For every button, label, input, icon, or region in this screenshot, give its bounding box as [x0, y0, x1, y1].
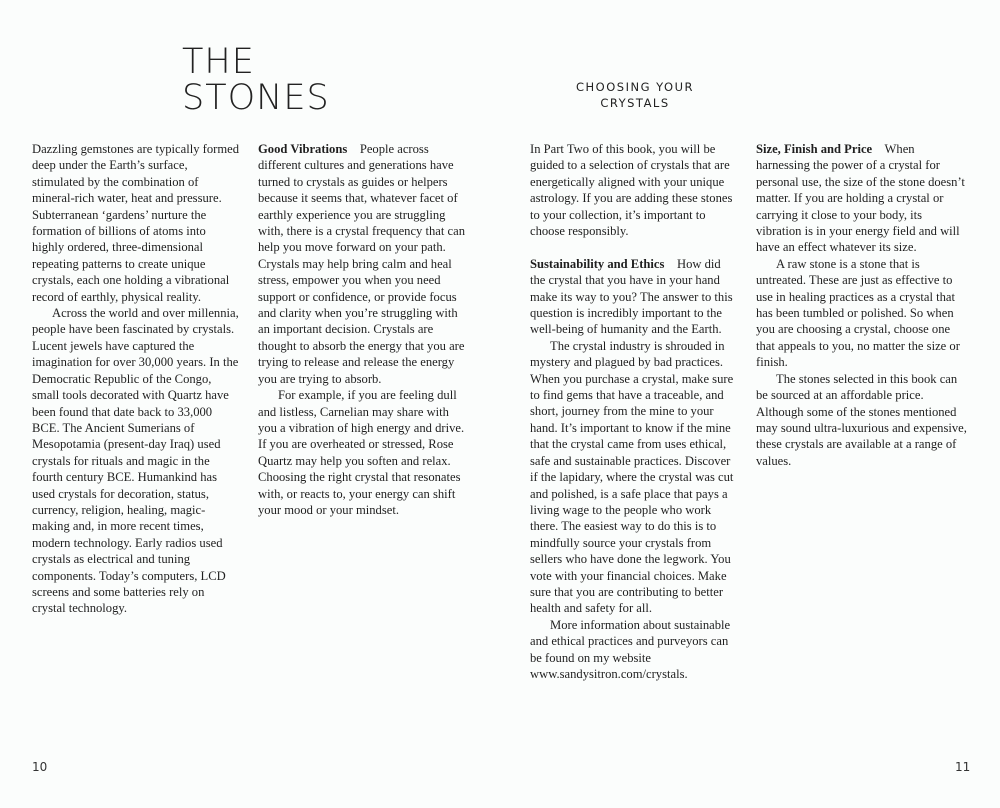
paragraph: In Part Two of this book, you will be guided to a selection of crystals that are energetically aligned with your unique astrology. If you are adding these stones to your collection, it’s important to choose responsibly.: [530, 142, 733, 239]
left-column-2: [258, 141, 468, 518]
paragraph: [530, 256, 738, 338]
heading-line-2: CRYSTALS: [600, 96, 670, 110]
paragraph: [258, 141, 468, 387]
page-number-right: 11: [955, 760, 971, 774]
paragraph-text: When harnessing the power of a crystal for personal use, the size of the stone doesn’t matter. If you are holding a crystal or carrying it close to your body, its vibration is in your energy field and will have an effect whatever its size.: [756, 142, 965, 255]
subheading-good-vibrations: Good Vibrations: [258, 142, 348, 156]
paragraph: Dazzling gemstones are typically formed deep under the Earth’s surface, stimulated by the combination of mineral-rich water, heat and pressure. Subterranean ‘gardens’ nurture the formation of billions of atoms into highly ordered, three-dimensional repeating patterns to create unique crystals, each one holding a vibrational record of earthly, physical reality.: [32, 142, 240, 304]
right-column-1: [530, 141, 738, 682]
page-number-left: 10: [32, 760, 48, 774]
page-title: [182, 44, 382, 116]
paragraph-text: People across different cultures and generations have turned to crystals as guides or helpers because it seems that, whatever facet of earthly experience you are struggling with, there is a crystal frequency that can help you move forward on your path. Crystals may help bring calm and heal stress, empower you when you need support or confidence, or provide focus and clarity when you’re struggling with an important decision. Crystals are thought to absorb the energy that you are trying to release and release the energy you are trying to absorb.: [258, 142, 466, 386]
paragraph: [756, 141, 968, 256]
title-line-2: STONES: [182, 78, 330, 118]
heading-line-1: CHOOSING YOUR: [576, 80, 694, 94]
paragraph-text: How did the crystal that you have in your hand make its way to you? The answer to this question is incredibly important to the well-being of humanity and the Earth.: [530, 256, 733, 337]
left-column-1: [32, 141, 240, 617]
paragraph: For example, if you are feeling dull and listless, Carnelian may share with you a vibration of high energy and drive. If you are overheated or stressed, Rose Quartz may help you soften and relax. Choosing the right crystal that resonates with, or reacts to, your energy can shift your mood or your mindset.: [258, 388, 465, 517]
right-column-2: [756, 141, 968, 469]
subheading-size-finish-price: Size, Finish and Price: [756, 142, 873, 156]
paragraph: A raw stone is a stone that is untreated. These are just as effective to use in healing practices as a crystal that has been tumbled or polished. So when you are choosing a crystal, choose one that appeals to you, no matter the size or finish.: [756, 256, 960, 370]
paragraph: More information about sustainable and ethical practices and purveyors can be found on my website www.sandysitron.com/crystals.: [530, 617, 731, 681]
title-line-1: THE: [182, 42, 255, 82]
paragraph: The crystal industry is shrouded in mystery and plagued by bad practices. When you purchase a crystal, make sure to find gems that have a traceable, and short, journey from the mine to your hand. It’s important to know if the mine that the crystal came from uses ethical, safe and sustainable practices. Discover if the lapidary, where the crystal was cut and polished, is a safe place that pays a living wage to the people who work there. The easiest way to do this is to mindfully source your crystals from sellers who have done the legwork. You vote with your financial choices. Make sure that you are contributing to better health and safety for all.: [530, 338, 734, 616]
paragraph: Across the world and over millennia, people have been fascinated by crystals. Lucent jewels have captured the imagination for over 30,000 years. In the Democratic Republic of the Congo, small tools decorated with Quartz have been found that date back to 33,000 BCE. The Ancient Sumerians of Mesopotamia (present-day Iraq) used crystals for rituals and magic in the fourth century BCE. Humankind has used crystals for decoration, status, currency, religion, healing, magic-making and, in more recent times, modern technology. Early radios used crystals as electrical and tuning components. Today’s computers, LCD screens and some batteries rely on crystal technology.: [32, 306, 239, 616]
subheading-sustainability: Sustainability and Ethics: [530, 256, 665, 271]
paragraph: The stones selected in this book can be sourced at an affordable price. Although some of the stones mentioned may sound ultra-luxurious and expensive, these crystals are available at a range of values.: [756, 371, 967, 468]
section-heading: [545, 79, 725, 111]
